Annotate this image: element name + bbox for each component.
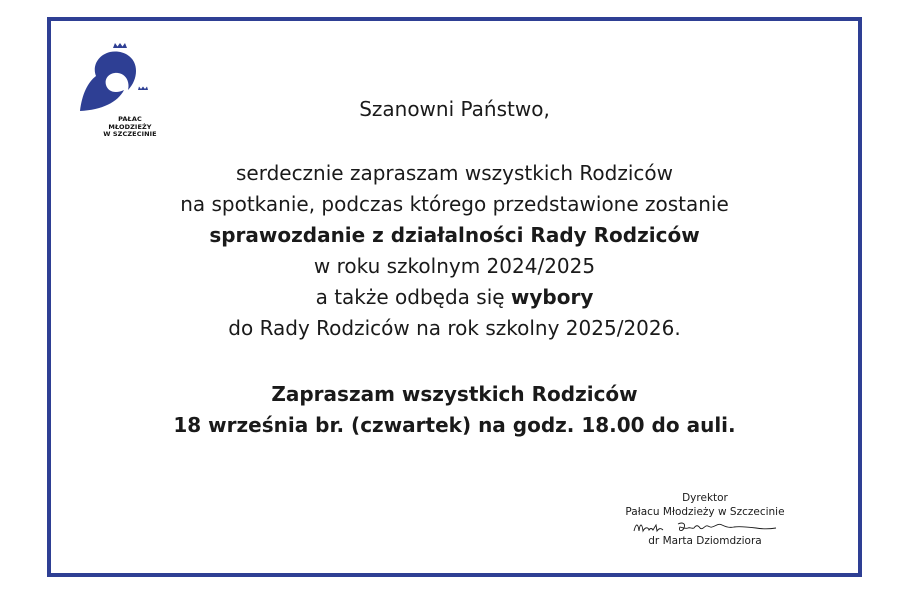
signature-name: dr Marta Dziomdziora <box>648 535 762 547</box>
elections-bold: wybory <box>510 285 594 309</box>
body-line: do Rady Rodziców na rok szkolny 2025/2026. <box>228 316 681 340</box>
invitation <box>47 379 862 441</box>
body-line: serdecznie zapraszam wszystkich Rodziców <box>235 161 674 185</box>
body-line: w roku szkolnym 2024/2025 <box>313 254 596 278</box>
report-line: sprawozdanie z działalności Rady Rodziców <box>209 223 700 247</box>
elections-line <box>47 282 862 313</box>
invitation-date-line: 18 września br. (czwartek) na godz. 18.00 do auli. <box>173 413 736 437</box>
logo-text-line: W SZCZECINIE <box>103 130 157 138</box>
logo-text-line: PAŁAC <box>118 115 142 123</box>
body-line: na spotkanie, podczas którego przedstawione zostanie <box>180 192 729 216</box>
invitation-line: Zapraszam wszystkich Rodziców <box>271 382 638 406</box>
greeting: Szanowni Państwo, <box>359 97 550 121</box>
logo-text-line: MŁODZIEŻY <box>108 122 152 131</box>
letter-body <box>47 158 862 344</box>
signature-block <box>590 492 820 549</box>
handwritten-signature <box>630 519 780 535</box>
signature-role: Dyrektor <box>682 492 728 504</box>
elections-text: a także odbęda się <box>315 285 511 309</box>
signature-institution: Pałacu Młodzieży w Szczecinie <box>625 505 785 518</box>
